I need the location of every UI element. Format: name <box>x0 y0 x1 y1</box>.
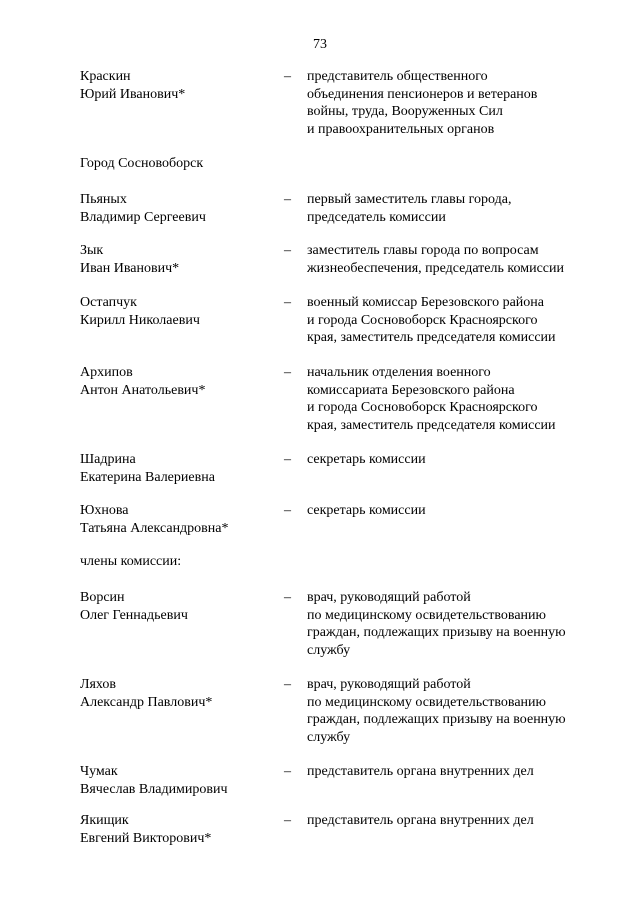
role-line: комиссариата Березовского района <box>307 382 515 398</box>
role-line: врач, руководящий работой <box>307 590 471 605</box>
member-role <box>307 589 566 659</box>
member-surname: Пьяных <box>80 192 127 207</box>
role-line: и города Сосновоборск Красноярского <box>307 400 538 415</box>
role-line: секретарь комиссии <box>307 503 426 518</box>
member-role <box>307 812 534 830</box>
separator-dash: – <box>284 243 291 258</box>
member-role <box>307 364 556 434</box>
role-line: врач, руководящий работой <box>307 677 471 692</box>
member-role <box>307 242 564 277</box>
member-surname: Якищик <box>80 813 129 828</box>
section-heading-members: члены комиссии: <box>80 554 182 569</box>
member-name <box>80 676 212 711</box>
separator-dash: – <box>284 192 291 207</box>
member-given-names: Антон Анатольевич* <box>80 382 206 398</box>
member-role <box>307 68 537 138</box>
member-name <box>80 812 211 847</box>
member-surname: Краскин <box>80 69 131 84</box>
member-name <box>80 242 179 277</box>
role-line: первый заместитель главы города, <box>307 192 512 207</box>
member-given-names: Вячеслав Владимирович <box>80 781 228 797</box>
member-surname: Юхнова <box>80 503 129 518</box>
separator-dash: – <box>284 69 291 84</box>
member-given-names: Иван Иванович* <box>80 260 180 276</box>
separator-dash: – <box>284 503 291 518</box>
role-line: объединения пенсионеров и ветеранов <box>307 86 538 102</box>
member-surname: Остапчук <box>80 295 137 310</box>
member-surname: Зык <box>80 243 104 258</box>
member-role <box>307 451 426 469</box>
member-surname: Ворсин <box>80 590 125 605</box>
member-given-names: Юрий Иванович* <box>80 86 186 102</box>
separator-dash: – <box>284 590 291 605</box>
separator-dash: – <box>284 452 291 467</box>
member-name <box>80 191 206 226</box>
separator-dash: – <box>284 813 291 828</box>
role-line: войны, труда, Вооруженных Сил <box>307 104 503 119</box>
role-line: службу <box>307 729 351 745</box>
member-role <box>307 763 534 781</box>
page-number: 73 <box>313 37 327 52</box>
role-line: края, заместитель председателя комиссии <box>307 330 556 345</box>
member-surname: Шадрина <box>80 452 136 467</box>
member-surname: Чумак <box>80 764 118 779</box>
separator-dash: – <box>284 365 291 380</box>
member-role <box>307 191 511 226</box>
member-name <box>80 763 228 798</box>
role-line: граждан, подлежащих призыву на военную <box>307 712 566 727</box>
role-line: и города Сосновоборск Красноярского <box>307 312 538 328</box>
member-role <box>307 676 566 746</box>
role-line: службу <box>307 642 351 658</box>
role-line: представитель общественного <box>307 69 488 84</box>
role-line: председатель комиссии <box>307 209 446 225</box>
separator-dash: – <box>284 677 291 692</box>
member-given-names: Владимир Сергеевич <box>80 209 206 225</box>
member-name <box>80 68 185 103</box>
role-line: по медицинскому освидетельствованию <box>307 607 547 623</box>
separator-dash: – <box>284 764 291 779</box>
separator-dash: – <box>284 295 291 310</box>
role-line: секретарь комиссии <box>307 452 426 467</box>
role-line: начальник отделения военного <box>307 365 491 380</box>
role-line: и правоохранительных органов <box>307 121 495 137</box>
role-line: граждан, подлежащих призыву на военную <box>307 625 566 640</box>
role-line: военный комиссар Березовского района <box>307 295 544 310</box>
role-line: представитель органа внутренних дел <box>307 813 534 828</box>
member-given-names: Татьяна Александровна* <box>80 520 229 536</box>
role-line: заместитель главы города по вопросам <box>307 243 539 258</box>
member-name <box>80 451 215 486</box>
member-given-names: Екатерина Валериевна <box>80 469 215 485</box>
role-line: представитель органа внутренних дел <box>307 764 534 779</box>
member-name <box>80 502 229 537</box>
member-name <box>80 294 200 329</box>
role-line: жизнеобеспечения, председатель комиссии <box>307 260 564 276</box>
member-name <box>80 364 205 399</box>
role-line: края, заместитель председателя комиссии <box>307 417 556 433</box>
member-role <box>307 502 426 520</box>
member-surname: Ляхов <box>80 677 117 692</box>
member-given-names: Олег Геннадьевич <box>80 607 188 623</box>
member-surname: Архипов <box>80 365 133 380</box>
member-given-names: Александр Павлович* <box>80 694 213 710</box>
member-name <box>80 589 188 624</box>
member-given-names: Евгений Викторович* <box>80 830 212 846</box>
member-given-names: Кирилл Николаевич <box>80 312 200 328</box>
member-role <box>307 294 556 347</box>
section-heading-city: Город Сосновоборск <box>80 156 204 171</box>
role-line: по медицинскому освидетельствованию <box>307 694 547 710</box>
